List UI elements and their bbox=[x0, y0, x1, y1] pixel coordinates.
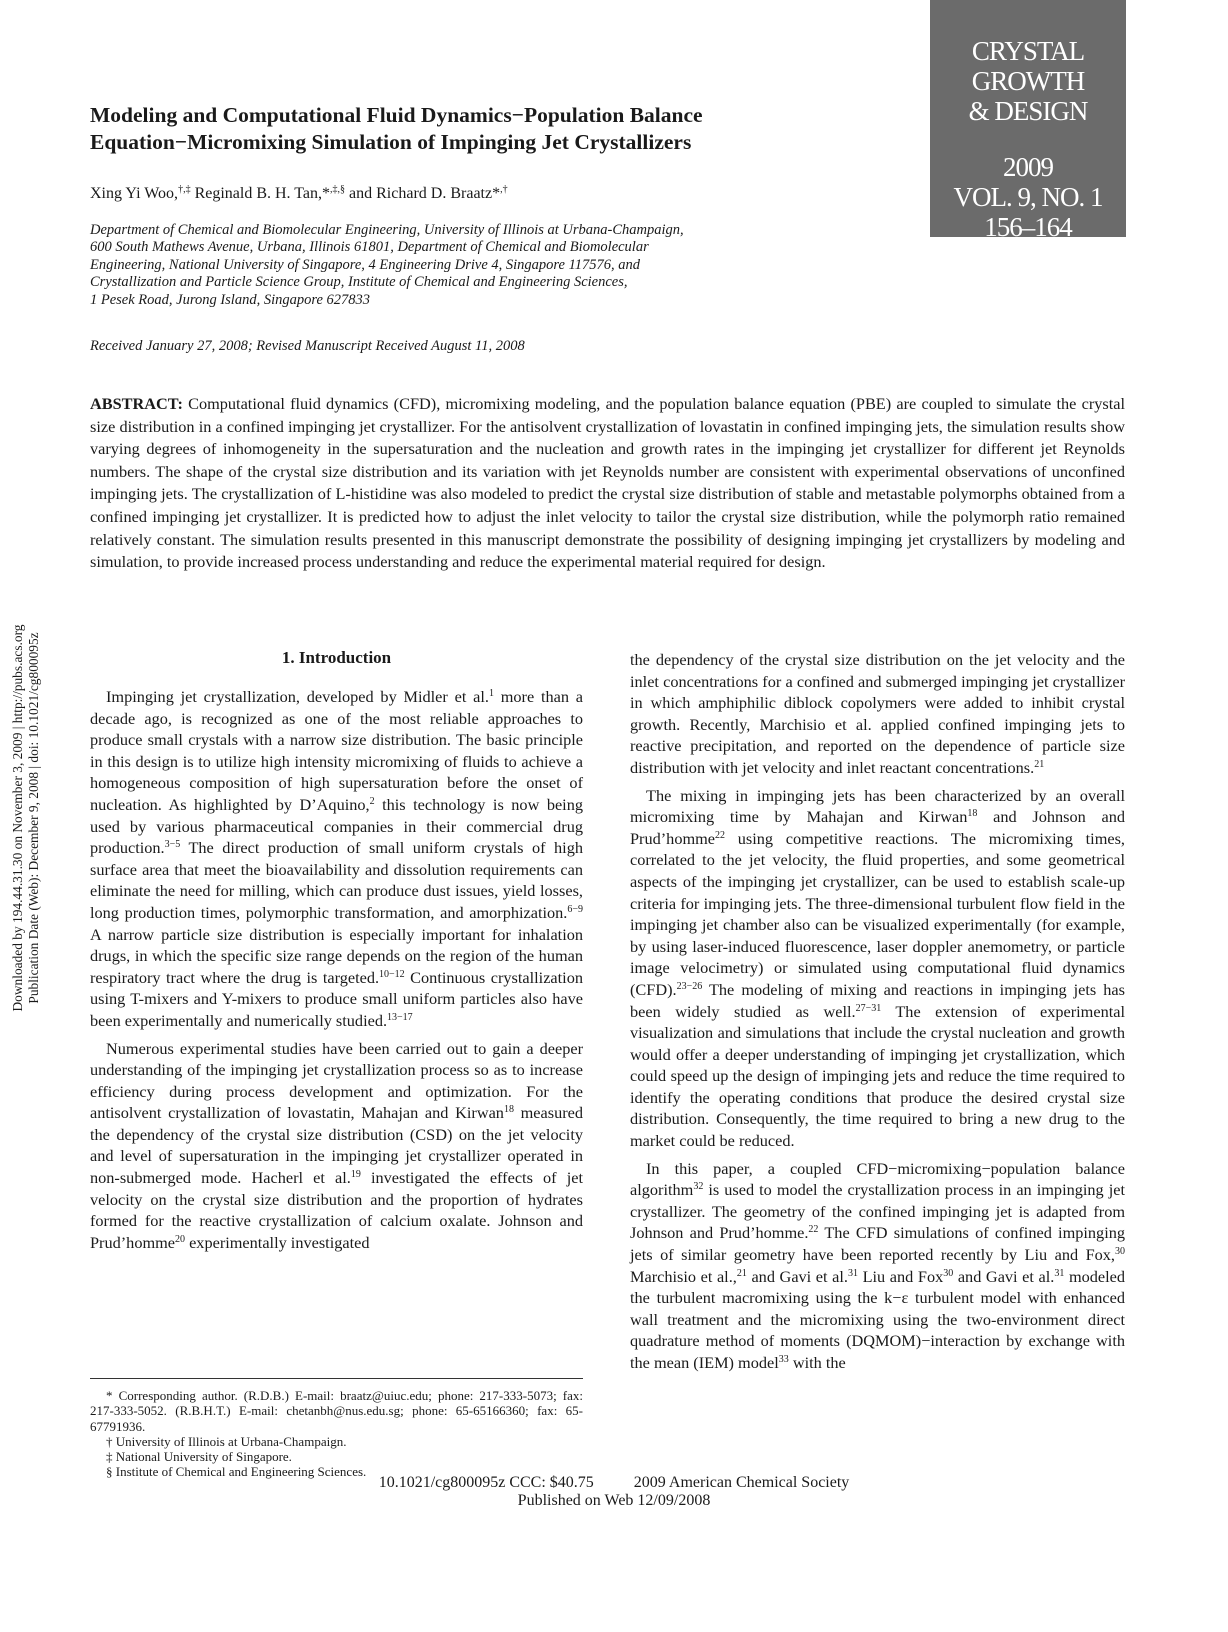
download-note-line: Downloaded by 194.44.31.30 on November 3, 2009 | http://pubs.acs.org bbox=[10, 624, 25, 1012]
affiliation-line: Department of Chemical and Biomolecular Engineering, University of Illinois at Urbana-Champaign, bbox=[90, 222, 684, 238]
paragraph-text: investigated the effects of jet velocity on the crystal size distribution and the proportion of hydrates formed for the reactive crystallization of calcium oxalate. Johnson and Prud’homme bbox=[90, 1168, 584, 1252]
citation-ref: 31 bbox=[1054, 1267, 1065, 1279]
paragraph-text: The mixing in impinging jets has been characterized by an overall micromixing time by Mahajan and Kirwan bbox=[630, 785, 1125, 827]
author-name: and Richard D. Braatz* bbox=[349, 185, 501, 202]
paragraph-text: The extension of experimental visualization and simulations that include the crystal nucleation and growth would offer a deeper understanding of impinging jet crystallization, which could speed up the design of impinging jets and reduce the time required to identify the operating conditions that produce the desired crystal size distribution. Consequently, the time required to bring a new drug to the market could be reduced. bbox=[630, 1001, 1125, 1151]
paragraph-text: The direct production of small uniform crystals of high surface area that meet the bioavailability and dissolution requirements can eliminate the need for milling, which can produce dust issues, yield losses, long production times, polymorphic transformation, and amorphization. bbox=[90, 838, 583, 922]
footnote-divider bbox=[90, 1378, 583, 1379]
footnote: ‡ National University of Singapore. bbox=[106, 1449, 292, 1465]
journal-name-line: GROWTH bbox=[971, 66, 1085, 96]
paragraph-text: The modeling of mixing and reactions in impinging jets has been widely studied as well. bbox=[630, 979, 1125, 1021]
paragraph-text: modeled the turbulent macromixing using the k−ε turbulent model with enhanced wall treatment and the micromixing using the two-environment direct quadrature method of moments (DQMOM)−interaction by exchange with the mean (IEM) model bbox=[630, 1266, 1126, 1372]
journal-year: 2009 bbox=[1003, 152, 1053, 182]
citation-ref: 13−17 bbox=[387, 1011, 413, 1023]
citation-ref: 22 bbox=[715, 829, 726, 841]
citation-ref: 19 bbox=[350, 1169, 361, 1181]
citation-ref: 27−31 bbox=[855, 1002, 882, 1014]
citation-ref: 3−5 bbox=[164, 839, 181, 851]
article-title bbox=[90, 102, 890, 156]
paragraph-text: and Johnson and Prud’homme bbox=[630, 807, 1125, 848]
paragraph bbox=[630, 1158, 1125, 1374]
footnote: * Corresponding author. (R.D.B.) E-mail: braatz@uiuc.edu; phone: 217-333-5073; fax: 217-333-5052. (R.B.H.T.) E-mail: chetanbh@nus.edu.sg; phone: 65-65166360; fax: 65-67791936. bbox=[90, 1388, 583, 1434]
paragraph-text: The CFD simulations of confined impinging jets of similar geometry have been reported recently by Liu and Fox, bbox=[630, 1223, 1125, 1265]
affiliation-line: Engineering, National University of Singapore, 4 Engineering Drive 4, Singapore 117576, and bbox=[90, 256, 640, 273]
footnote: § Institute of Chemical and Engineering Sciences. bbox=[106, 1464, 367, 1480]
title-line: Equation−Micromixing Simulation of Impinging Jet Crystallizers bbox=[90, 130, 692, 154]
paragraph bbox=[630, 785, 1125, 1152]
paragraph-text: experimentally investigated bbox=[185, 1232, 370, 1252]
citation-ref: 1 bbox=[488, 688, 494, 699]
footer-doi: 10.1021/cg800095z CCC: $40.75 bbox=[378, 1474, 594, 1491]
citation-ref: 20 bbox=[175, 1233, 186, 1245]
download-note-line: Publication Date (Web): December 9, 2008 | doi: 10.1021/cg800095z bbox=[26, 632, 41, 1004]
paragraph-text: more than a decade ago, is recognized as one of the most reliable approaches to produce small crystals with a narrow size distribution. The basic principle in this design is to utilize high intensity micromixing of fluids to achieve a homogeneous composition of high supersaturation before the onset of nucleation. As highlighted by D’Aquino, bbox=[90, 687, 584, 814]
citation-ref: 18 bbox=[503, 1104, 514, 1116]
citation-ref: 21 bbox=[1034, 758, 1045, 770]
citation-ref: 10−12 bbox=[379, 968, 405, 980]
citation-ref: 2 bbox=[369, 795, 375, 807]
citation-ref: 6−9 bbox=[567, 903, 583, 915]
affiliation-line: 600 South Mathews Avenue, Urbana, Illinois 61801, Department of Chemical and Biomolecular bbox=[90, 239, 649, 256]
abstract-label: ABSTRACT: bbox=[90, 394, 183, 413]
paragraph-text: Marchisio et al., bbox=[630, 1266, 737, 1286]
abstract-text: Computational fluid dynamics (CFD), micromixing modeling, and the population balance equation (PBE) are coupled to simulate the crystal size distribution in a confined impinging jet crystallizer. For the antisolvent crystallization of lovastatin in confined impinging jets, the simulation results show varying degrees of inhomogeneity in the supersaturation and the nucleation and growth rates in the impinging jet crystallizer for different jet Reynolds numbers. The shape of the crystal size distribution and its variation with jet Reynolds number are consistent with experimental observations of unconfined impinging jets. The crystallization of L-histidine was also modeled to predict the crystal size distribution of stable and metastable polymorphs obtained from a confined impinging jet crystallizer. It is predicted how to adjust the inlet velocity to tailor the crystal size distribution, while the polymorph ratio remained relatively constant. The simulation results presented in this manuscript demonstrate the possibility of designing impinging jet crystallizers by modeling and simulation, to provide increased process understanding and reduce the experimental material required for design. bbox=[90, 394, 1125, 572]
author-marks: †,‡ bbox=[178, 184, 191, 195]
citation-ref: 32 bbox=[693, 1181, 704, 1193]
affiliation-line: Crystallization and Particle Science Group, Institute of Chemical and Engineering Sciences, bbox=[90, 274, 628, 291]
paragraph-text: and Gavi et al. bbox=[953, 1266, 1055, 1286]
paragraph-text: Impinging jet crystallization, developed by Midler et al. bbox=[106, 687, 489, 706]
footnote: † University of Illinois at Urbana-Champaign. bbox=[106, 1433, 347, 1449]
citation-ref: 30 bbox=[943, 1267, 954, 1279]
left-column bbox=[90, 686, 583, 1253]
page-footer bbox=[0, 1474, 1228, 1492]
citation-ref: 30 bbox=[1115, 1246, 1125, 1258]
journal-volume: VOL. 9, NO. 1 bbox=[953, 182, 1103, 212]
paragraph-text: the dependency of the crystal size distribution on the jet velocity and the inlet concentrations for a confined and submerged impinging jet crystallizer in which amphiphilic diblock copolymers were added to inhibit crystal growth. Recently, Marchisio et al. applied confined impinging jets to reactive precipitation, and reported on the dependence of particle size distribution with jet velocity and inlet reactant concentrations. bbox=[630, 650, 1125, 777]
paragraph-text: A narrow particle size distribution is especially important for inhalation drugs, in which the specific size range depends on the region of the human respiratory tract where the drug is targeted. bbox=[90, 924, 583, 987]
paragraph-text: In this paper, a coupled CFD−micromixing−population balance algorithm bbox=[630, 1158, 1125, 1200]
citation-ref: 22 bbox=[808, 1224, 819, 1236]
right-column bbox=[630, 649, 1125, 1374]
received-dates: Received January 27, 2008; Revised Manuscript Received August 11, 2008 bbox=[90, 338, 525, 354]
citation-ref: 33 bbox=[778, 1354, 789, 1365]
journal-name-line: & DESIGN bbox=[968, 96, 1088, 126]
affiliation-line: 1 Pesek Road, Jurong Island, Singapore 627833 bbox=[90, 291, 371, 308]
author-marks: ,‡,§ bbox=[330, 184, 346, 195]
paragraph bbox=[90, 686, 583, 1032]
paragraph-text: Continuous crystallization using T-mixers and Y-mixers to produce small uniform particles also have been experimentally and numerically studied. bbox=[90, 967, 583, 1030]
citation-ref: 18 bbox=[967, 808, 978, 820]
section-heading: 1. Introduction bbox=[281, 648, 392, 667]
affiliation bbox=[90, 222, 850, 309]
download-note bbox=[2, 568, 50, 1068]
journal-banner bbox=[930, 0, 1126, 242]
paragraph bbox=[630, 649, 1125, 779]
paragraph bbox=[90, 1038, 583, 1254]
footer-copyright: 2009 American Chemical Society bbox=[633, 1474, 850, 1491]
paragraph-text: is used to model the crystallization process in an impinging jet crystallizer. The geometry of the confined impinging jet is adapted from Johnson and Prud’homme. bbox=[630, 1180, 1125, 1243]
paragraph-text: using competitive reactions. The micromixing times, correlated to the jet velocity, the fluid properties, and some geometrical aspects of the impinging jet crystallizer, can be used to establish scale-up criteria for impinging jets. The three-dimensional turbulent flow field in the impinging jet chamber also can be visualized experimentally (for example, by using laser-induced fluorescence, laser doppler anemometry, or particle image velocimetry) or simulated using computational fluid dynamics (CFD). bbox=[630, 828, 1125, 999]
author-list bbox=[90, 185, 508, 203]
author-name: Xing Yi Woo, bbox=[90, 185, 179, 202]
journal-name-line: CRYSTAL bbox=[971, 36, 1085, 66]
paragraph-text: and Gavi et al. bbox=[746, 1266, 848, 1286]
citation-ref: 21 bbox=[736, 1267, 747, 1279]
footer-published: Published on Web 12/09/2008 bbox=[517, 1492, 711, 1509]
paragraph-text: Numerous experimental studies have been carried out to gain a deeper understanding of the impinging jet crystallization process so as to increase efficiency during process development and optimization. For the antisolvent crystallization of lovastatin, Mahajan and Kirwan bbox=[90, 1038, 583, 1123]
paragraph-text: measured the dependency of the crystal size distribution (CSD) on the jet velocity and level of supersaturation in the impinging jet crystallizer operated in non-submerged mode. Hacherl et al. bbox=[90, 1103, 584, 1188]
abstract bbox=[90, 393, 1125, 574]
title-line: Modeling and Computational Fluid Dynamics−Population Balance bbox=[90, 103, 703, 127]
paragraph-text: this technology is now being used by various pharmaceutical companies in their commercial drug production. bbox=[90, 794, 583, 858]
paragraph-text: Liu and Fox bbox=[857, 1266, 944, 1286]
author-name: Reginald B. H. Tan,* bbox=[194, 185, 331, 202]
author-marks: ,† bbox=[500, 184, 508, 195]
journal-pages: 156–164 bbox=[984, 212, 1072, 242]
footnotes bbox=[90, 1388, 583, 1480]
citation-ref: 23−26 bbox=[676, 980, 703, 992]
citation-ref: 31 bbox=[847, 1267, 858, 1279]
paragraph-text: with the bbox=[788, 1353, 846, 1372]
